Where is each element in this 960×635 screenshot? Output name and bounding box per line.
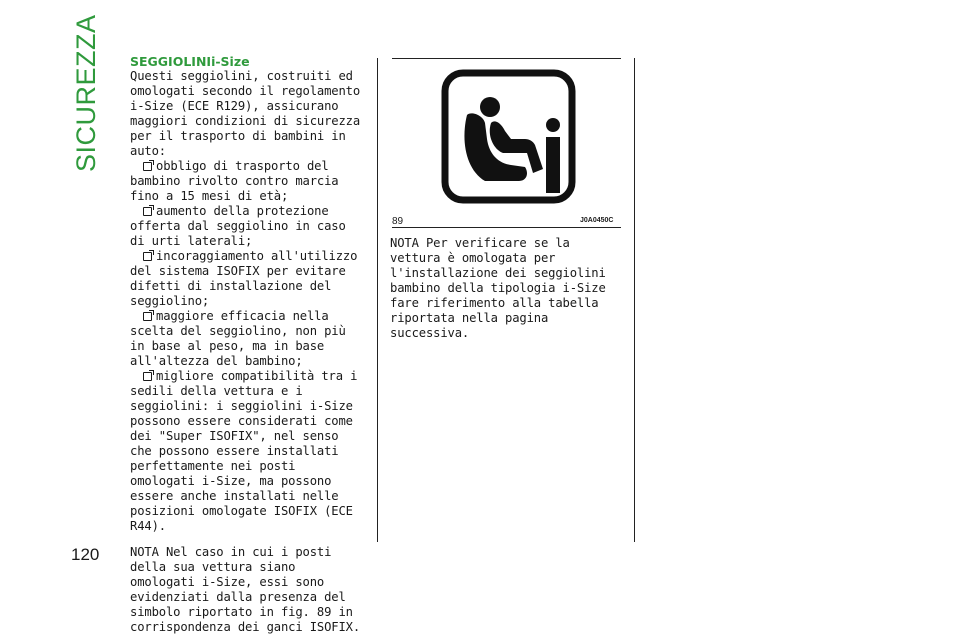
list-item: incoraggiamento all'utilizzo del sistema ISOFIX per evitare difetti di installazione del seggiolino;: [130, 249, 358, 308]
figure-top-rule: [392, 58, 621, 59]
left-column: [130, 54, 366, 635]
bullet-box-icon: [143, 162, 152, 171]
intro-paragraph: Questi seggiolini, costruiti ed omologati secondo il regolamento i-Size (ECE R129), assicurano maggiori condizioni di sicurezza per il trasporto di bambini in auto:: [130, 69, 360, 158]
right-column: [390, 236, 624, 341]
list-item: migliore compatibilità tra i sedili della vettura e i seggiolini: i seggiolini i-Size possono essere considerati come dei "Super ISOFIX", nel senso che possono essere installati perfettamente nei posti omologati i-Size, ma possono essere anche installati nelle posizioni omologate ISOFIX (ECE R44).: [130, 369, 358, 533]
column-divider: [377, 58, 378, 542]
bullet-box-icon: [143, 372, 152, 381]
list-item: aumento della protezione offerta dal seggiolino in caso di urti laterali;: [130, 204, 346, 248]
figure-bottom-rule: [392, 227, 621, 228]
column-divider-right: [634, 58, 635, 542]
benefits-list: [130, 159, 366, 534]
figure-number: 89: [392, 216, 404, 227]
bullet-box-icon: [143, 207, 152, 216]
section-heading: SEGGIOLINIi-Size: [130, 54, 250, 69]
chapter-side-title: SICUREZZA: [71, 14, 101, 172]
figure-code: J0A0450C: [580, 217, 614, 224]
bullet-box-icon: [143, 312, 152, 321]
isize-child-seat-symbol-icon: [441, 69, 576, 204]
page-number: 120: [71, 545, 100, 564]
note-paragraph: NOTA Nel caso in cui i posti della sua vettura siano omologati i-Size, essi sono evidenziati dalla presenza del simbolo riportato in fig. 89 in corrispondenza dei ganci ISOFIX.: [130, 545, 360, 634]
list-item: obbligo di trasporto del bambino rivolto contro marcia fino a 15 mesi di età;: [130, 159, 339, 203]
right-note-paragraph: NOTA Per verificare se la vettura è omologata per l'installazione dei seggiolini bambino della tipologia i-Size fare riferimento alla tabella riportata nella pagina successiva.: [390, 236, 606, 340]
list-item: maggiore efficacia nella scelta del seggiolino, non più in base al peso, ma in base all'altezza del bambino;: [130, 309, 346, 368]
bullet-box-icon: [143, 252, 152, 261]
